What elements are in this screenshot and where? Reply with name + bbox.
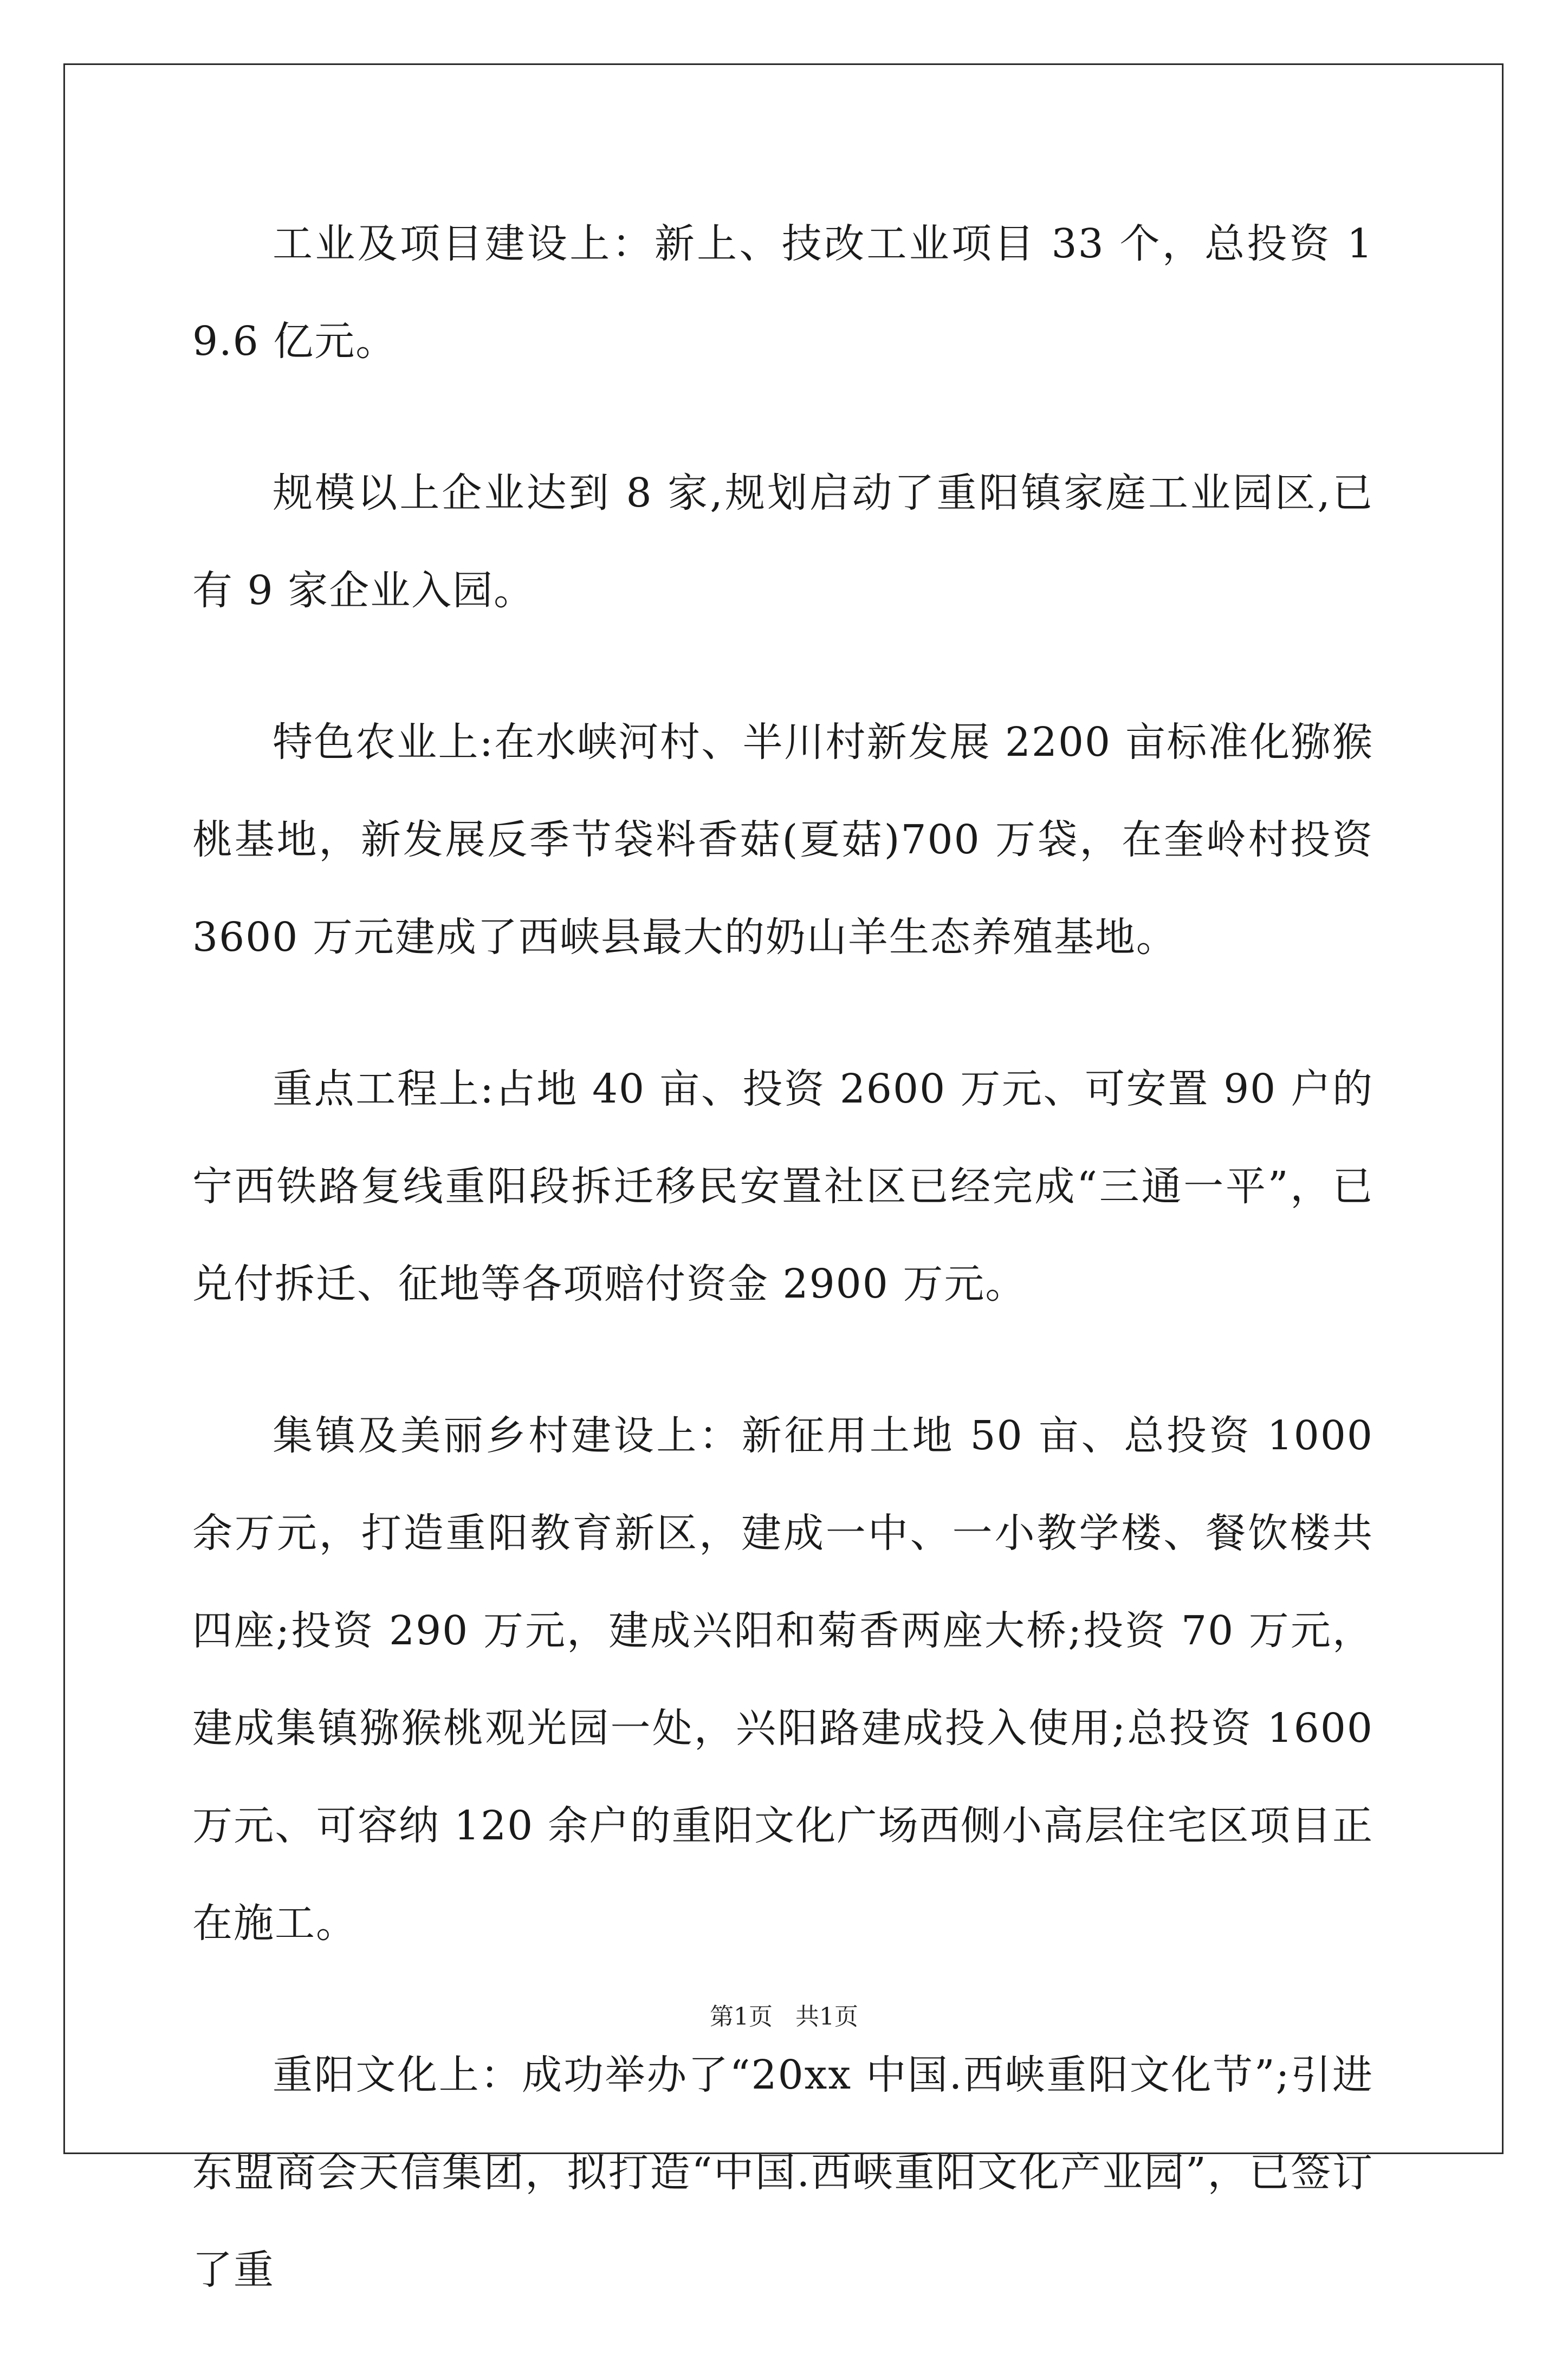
paragraph-key-projects: 重点工程上:占地 40 亩、投资 2600 万元、可安置 90 户的宁西铁路复线重阳段拆迁移民安置社区已经完成“三通一平”，已兑付拆迁、征地等各项赔付资金 2900 万元。 [192,1066,1373,1307]
page-number: 第1页 [710,2003,773,2031]
paragraph-agriculture: 特色农业上:在水峡河村、半川村新发展 2200 亩标准化猕猴桃基地，新发展反季节袋料香菇(夏菇)700 万袋，在奎岭村投资 3600 万元建成了西峡县最大的奶山羊生态养殖基地。 [192,719,1373,961]
page-total: 共1页 [795,2003,858,2031]
paragraph-industry: 工业及项目建设上：新上、技改工业项目 33 个，总投资 19.6 亿元。 [192,221,1373,365]
paragraph-town-construction: 集镇及美丽乡村建设上：新征用土地 50 亩、总投资 1000 余万元，打造重阳教育新区，建成一中、一小教学楼、餐饮楼共四座;投资 290 万元，建成兴阳和菊香两座大桥;投资 70 万元，建成集镇猕猴桃观光园一处，兴阳路建成投入使用;总投资 1600 万元、可容纳 120 余户的重阳文化广场西侧小高层住宅区项目正在施工。 [192,1412,1373,1947]
paragraph-culture: 重阳文化上：成功举办了“20xx 中国.西峡重阳文化节”;引进东盟商会天信集团，拟打造“中国.西峡重阳文化产业园”，已签订了重 [192,2052,1373,2293]
page-footer [0,1997,1568,2032]
paragraph-enterprises: 规模以上企业达到 8 家,规划启动了重阳镇家庭工业园区,已有 9 家企业入园。 [192,470,1373,614]
document-body [192,195,1373,2373]
